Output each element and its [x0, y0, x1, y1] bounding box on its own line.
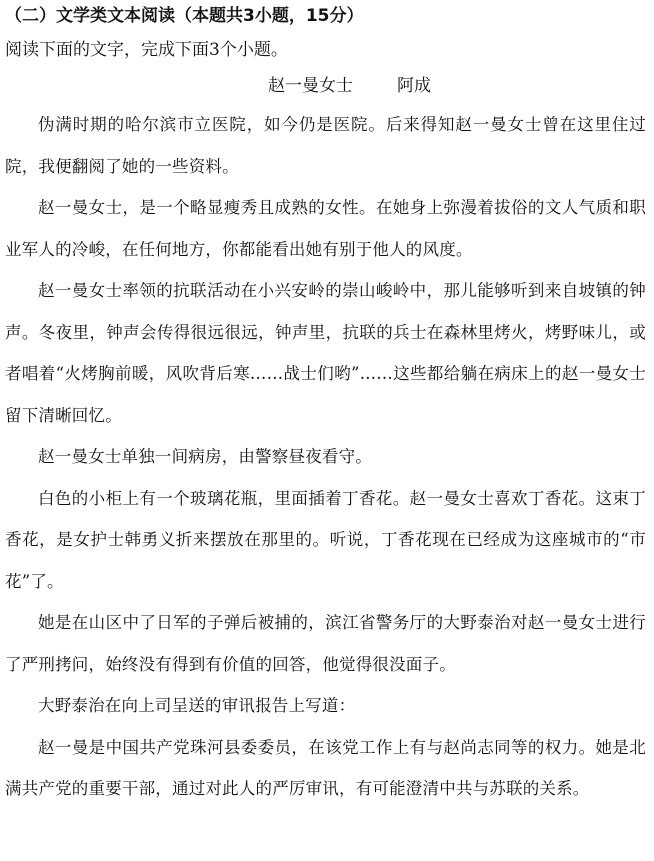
story-paragraph: 她是在山区中了日军的子弹后被捕的，滨江省警务厅的大野泰治对赵一曼女士进行了严刑拷问，始终没有得到有价值的回答，他觉得很没面子。 — [5, 613, 646, 674]
story-heading — [5, 73, 646, 99]
story-paragraph: 赵一曼女士率领的抗联活动在小兴安岭的崇山峻岭中，那儿能够听到来自坡镇的钟声。冬夜里，钟声会传得很远很远，钟声里，抗联的兵士在森林里烤火，烤野味儿，或者唱着“火烤胸前暖，风吹背后寒……战士们哟”……这些都给躺在病床上的赵一曼女士留下清晰回忆。 — [5, 281, 646, 425]
reading-instruction: 阅读下面的文字，完成下面3个小题。 — [5, 40, 288, 60]
story-title: 赵一曼女士 — [268, 76, 353, 96]
story-body — [5, 104, 646, 810]
story-paragraph: 大野泰治在向上司呈送的审讯报告上写道： — [38, 696, 356, 715]
story-paragraph: 赵一曼女士单独一间病房，由警察昼夜看守。 — [38, 447, 372, 466]
story-paragraph: 伪满时期的哈尔滨市立医院，如今仍是医院。后来得知赵一曼女士曾在这里住过院，我便翻阅了她的一些资料。 — [5, 115, 646, 176]
story-paragraph: 赵一曼女士，是一个略显瘦秀且成熟的女性。在她身上弥漫着拔俗的文人气质和职业军人的冷峻，在任何地方，你都能看出她有别于他人的风度。 — [5, 198, 646, 259]
story-paragraph: 赵一曼是中国共产党珠河县委委员，在该党工作上有与赵尚志同等的权力。她是北满共产党的重要干部，通过对此人的严厉审讯，有可能澄清中共与苏联的关系。 — [5, 737, 646, 798]
story-paragraph: 白色的小柜上有一个玻璃花瓶，里面插着丁香花。赵一曼女士喜欢丁香花。这束丁香花，是女护士韩勇义折来摆放在那里的。听说，丁香花现在已经成为这座城市的“市花”了。 — [5, 488, 646, 591]
section-header: （二）文学类文本阅读（本题共3小题，15分） — [5, 6, 364, 26]
story-author: 阿成 — [397, 76, 431, 96]
